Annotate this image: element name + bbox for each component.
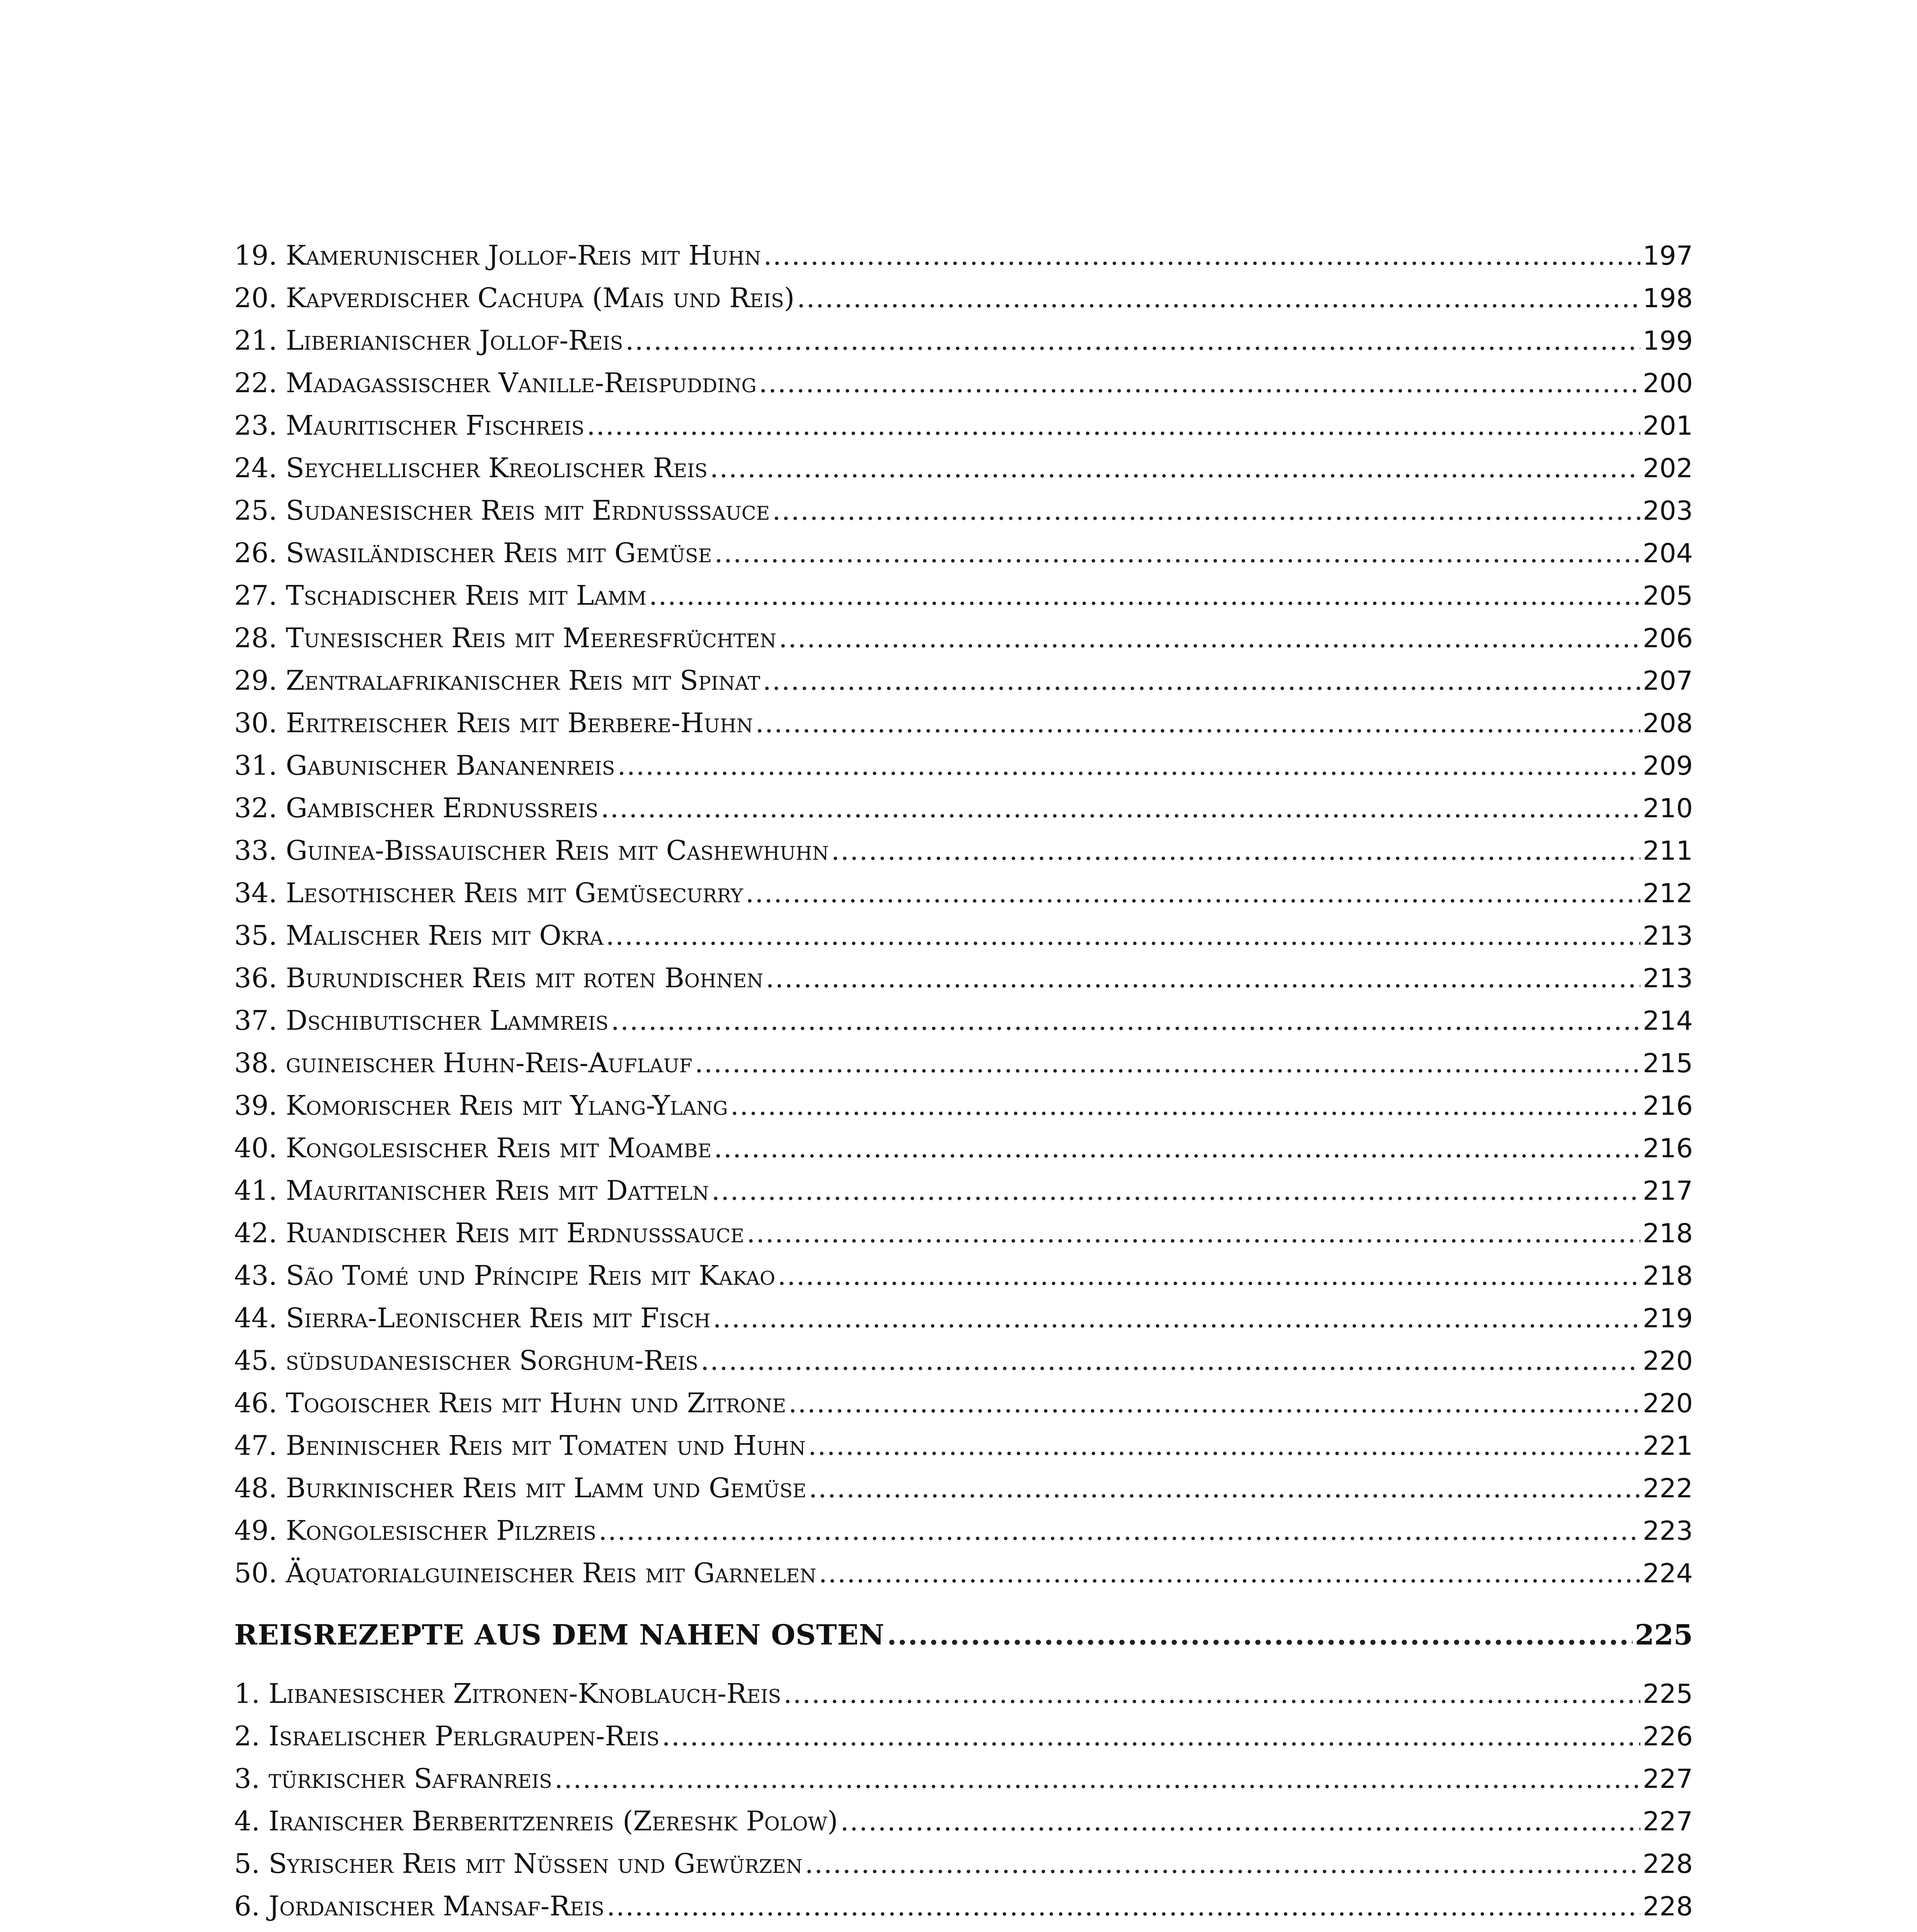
toc-entry[interactable] (234, 1885, 1693, 1927)
toc-entry-page: 228 (1643, 1849, 1693, 1879)
dot-leader (777, 1254, 1640, 1297)
toc-entry-title: 28. Tunesischer Reis mit Meeresfrüchten (234, 622, 777, 654)
dot-leader (607, 1885, 1640, 1927)
toc-entry[interactable] (234, 574, 1693, 617)
toc-entry[interactable] (234, 1339, 1693, 1382)
toc-entry-page: 208 (1643, 708, 1693, 739)
toc-entry[interactable] (234, 702, 1693, 744)
dot-leader (840, 1800, 1640, 1842)
toc-entry[interactable] (234, 1169, 1693, 1212)
toc-entry-title: 39. Komorischer Reis mit Ylang-Ylang (234, 1090, 728, 1121)
toc-entry[interactable] (234, 1424, 1693, 1467)
toc-entry-page: 197 (1643, 241, 1693, 271)
toc-entry-title: 36. Burundischer Reis mit roten Bohnen (234, 962, 764, 994)
toc-entry-title: 23. Mauritischer Fischreis (234, 410, 585, 441)
toc-entry[interactable] (234, 617, 1693, 659)
dot-leader (570, 1927, 1640, 1932)
toc-entry-title: 34. Lesothischer Reis mit Gemüsecurry (234, 877, 743, 909)
toc-entry-page: 218 (1643, 1261, 1693, 1291)
toc-entry-title: 5. Syrischer Reis mit Nüssen und Gewürzen (234, 1848, 803, 1879)
toc-entry-title: 24. Seychellischer Kreolischer Reis (234, 452, 708, 484)
toc-entry-page: 224 (1643, 1558, 1693, 1589)
section-page-number: 225 (1635, 1618, 1693, 1651)
toc-entry-page: 218 (1643, 1218, 1693, 1249)
toc-entry-page: 228 (1643, 1891, 1693, 1922)
toc-entry-title: 20. Kapverdischer Cachupa (Mais und Reis) (234, 282, 795, 314)
dot-leader (587, 404, 1640, 447)
dot-leader (759, 362, 1641, 404)
dot-leader (763, 659, 1641, 702)
toc-entry[interactable] (234, 1084, 1693, 1127)
toc-entry-page: 211 (1643, 836, 1693, 866)
toc-entry-title: 43. São Tomé und Príncipe Reis mit Kakao (234, 1260, 776, 1291)
toc-entry-page: 202 (1643, 453, 1693, 484)
toc-entry-page: 213 (1643, 921, 1693, 951)
toc-entry-page: 227 (1643, 1806, 1693, 1837)
toc-entry-title: 31. Gabunischer Bananenreis (234, 750, 615, 781)
toc-entry-page: 198 (1643, 283, 1693, 314)
toc-entry[interactable] (234, 1297, 1693, 1339)
dot-leader (701, 1339, 1640, 1382)
toc-entry-page: 210 (1643, 793, 1693, 824)
toc-entry-title: 2. Israelischer Perlgraupen-Reis (234, 1720, 660, 1752)
dot-leader (600, 787, 1640, 829)
toc-entry-title: 47. Beninischer Reis mit Tomaten und Huhn (234, 1430, 806, 1461)
dot-leader (695, 1042, 1640, 1084)
toc-entry[interactable] (234, 447, 1693, 489)
toc-entry[interactable] (234, 1127, 1693, 1169)
toc-entry-title: 19. Kamerunischer Jollof-Reis mit Huhn (234, 240, 761, 271)
toc-entry-page: 213 (1643, 963, 1693, 994)
dot-leader (831, 829, 1640, 872)
dot-leader (818, 1552, 1640, 1594)
toc-entry-page: 204 (1643, 538, 1693, 569)
toc-entry-title: 33. Guinea-Bissauischer Reis mit Cashewhuhn (234, 835, 829, 866)
toc-entry[interactable] (234, 999, 1693, 1042)
toc-entry-page: 214 (1643, 1006, 1693, 1036)
dot-leader (887, 1610, 1632, 1660)
dot-leader (779, 617, 1640, 659)
toc-entry[interactable] (234, 404, 1693, 447)
toc-entry-page: 203 (1643, 496, 1693, 526)
dot-leader (617, 744, 1640, 787)
toc-entry[interactable] (234, 1552, 1693, 1594)
toc-entry[interactable] (234, 234, 1693, 277)
toc-entry-page: 225 (1643, 1679, 1693, 1709)
toc-entry-title: 40. Kongolesischer Reis mit Moambe (234, 1132, 712, 1164)
toc-entry[interactable] (234, 362, 1693, 404)
toc-entry-title: 25. Sudanesischer Reis mit Erdnusssauce (234, 495, 770, 526)
toc-entry-title: 48. Burkinischer Reis mit Lamm und Gemüse (234, 1472, 806, 1504)
toc-entry-page: 207 (1643, 666, 1693, 696)
toc-entry-title: 46. Togoischer Reis mit Huhn und Zitrone (234, 1387, 786, 1419)
toc-entry-page: 212 (1643, 878, 1693, 909)
toc-entry-title: 50. Äquatorialguineischer Reis mit Garnelen (234, 1557, 816, 1589)
toc-entry[interactable] (234, 1927, 1693, 1932)
toc-entry[interactable] (234, 532, 1693, 574)
toc-entry-page: 219 (1643, 1303, 1693, 1334)
toc-entry[interactable] (234, 1042, 1693, 1084)
toc-entry-page: 216 (1643, 1133, 1693, 1164)
dot-leader (555, 1757, 1641, 1800)
toc-entry[interactable] (234, 744, 1693, 787)
toc-entry-page: 215 (1643, 1048, 1693, 1079)
toc-entry[interactable] (234, 872, 1693, 914)
toc-entry-title: 32. Gambischer Erdnussreis (234, 792, 599, 824)
toc-entry-title: 41. Mauritanischer Reis mit Datteln (234, 1175, 709, 1206)
toc-entry[interactable] (234, 277, 1693, 319)
toc-entry-page: 216 (1643, 1091, 1693, 1121)
toc-entry-page: 206 (1643, 623, 1693, 654)
toc-entry[interactable] (234, 1382, 1693, 1424)
dot-leader (662, 1715, 1641, 1757)
dot-leader (649, 574, 1640, 617)
dot-leader (711, 1169, 1640, 1212)
toc-entry-title: 22. Madagassischer Vanille-Reispudding (234, 367, 757, 399)
toc-entry-title: 1. Libanesischer Zitronen-Knoblauch-Reis (234, 1678, 781, 1709)
toc-entry-page (1640, 1928, 1693, 1932)
toc-entry-title: 27. Tschadischer Reis mit Lamm (234, 580, 647, 611)
toc-entry[interactable] (234, 319, 1693, 362)
dot-leader (611, 999, 1641, 1042)
toc-entry-page: 226 (1643, 1721, 1693, 1752)
toc-entry[interactable] (234, 1757, 1693, 1800)
toc-entry-page: 217 (1643, 1176, 1693, 1206)
toc-entry-title: 42. Ruandischer Reis mit Erdnusssauce (234, 1217, 745, 1249)
toc-entry[interactable] (234, 957, 1693, 999)
dot-leader (809, 1467, 1640, 1509)
toc-entry-title: 6. Jordanischer Mansaf-Reis (234, 1890, 604, 1922)
toc-entry-page: 209 (1643, 751, 1693, 781)
toc-section-heading[interactable] (234, 1610, 1693, 1660)
toc-entry-title: 30. Eritreischer Reis mit Berbere-Huhn (234, 707, 753, 739)
toc-entry[interactable] (234, 787, 1693, 829)
toc-entry-page: 227 (1643, 1764, 1693, 1794)
toc-entry[interactable] (234, 659, 1693, 702)
toc-entry-page: 201 (1643, 411, 1693, 441)
toc-list-african (234, 234, 1693, 1594)
dot-leader (745, 872, 1640, 914)
toc-entry-title: 26. Swasiländischer Reis mit Gemüse (234, 537, 712, 569)
dot-leader (808, 1424, 1640, 1467)
toc-entry[interactable] (234, 1254, 1693, 1297)
dot-leader (747, 1212, 1640, 1254)
dot-leader (783, 1672, 1640, 1715)
toc-entry[interactable] (234, 489, 1693, 532)
dot-leader (765, 957, 1640, 999)
toc-entry[interactable] (234, 1715, 1693, 1757)
dot-leader (710, 447, 1640, 489)
toc-entry[interactable] (234, 1672, 1693, 1715)
dot-leader (805, 1842, 1640, 1885)
toc-entry-title: 44. Sierra-Leonischer Reis mit Fisch (234, 1302, 711, 1334)
toc-entry-page: 199 (1643, 326, 1693, 356)
dot-leader (730, 1084, 1640, 1127)
toc-entry-title: 38. guineischer Huhn-Reis-Auflauf (234, 1047, 692, 1079)
dot-leader (788, 1382, 1640, 1424)
toc-entry-page: 223 (1643, 1516, 1693, 1546)
dot-leader (599, 1509, 1640, 1552)
dot-leader (714, 532, 1641, 574)
dot-leader (625, 319, 1640, 362)
section-title: REISREZEPTE AUS DEM NAHEN OSTEN (234, 1618, 885, 1651)
toc-entry-title: 35. Malischer Reis mit Okra (234, 920, 604, 951)
toc-entry-title: 3. türkischer Safranreis (234, 1763, 552, 1794)
dot-leader (772, 489, 1640, 532)
toc-entry-title (234, 1927, 570, 1932)
toc-entry[interactable] (234, 829, 1693, 872)
toc-entry[interactable] (234, 1467, 1693, 1509)
dot-leader (755, 702, 1641, 744)
toc-entry[interactable] (234, 1800, 1693, 1842)
toc-list-middle-east (234, 1672, 1693, 1932)
toc-entry-title: 49. Kongolesischer Pilzreis (234, 1515, 596, 1546)
dot-leader (764, 234, 1641, 277)
dot-leader (714, 1127, 1640, 1169)
toc-entry-page: 205 (1643, 581, 1693, 611)
table-of-contents (234, 234, 1693, 1932)
toc-entry-page: 220 (1643, 1388, 1693, 1419)
toc-entry-title: 37. Dschibutischer Lammreis (234, 1005, 609, 1036)
dot-leader (713, 1297, 1641, 1339)
toc-entry-page: 222 (1643, 1473, 1693, 1504)
toc-entry[interactable] (234, 1842, 1693, 1885)
toc-entry-title: 45. südsudanesischer Sorghum-Reis (234, 1345, 698, 1376)
toc-entry[interactable] (234, 1509, 1693, 1552)
toc-entry-page: 200 (1643, 368, 1693, 399)
toc-entry-title: 29. Zentralafrikanischer Reis mit Spinat (234, 665, 760, 696)
toc-entry-page: 220 (1643, 1346, 1693, 1376)
dot-leader (606, 914, 1641, 957)
toc-entry-title: 4. Iranischer Berberitzenreis (Zereshk Polow) (234, 1805, 838, 1837)
dot-leader (797, 277, 1640, 319)
toc-entry-page: 221 (1643, 1431, 1693, 1461)
toc-entry-title: 21. Liberianischer Jollof-Reis (234, 325, 623, 356)
toc-entry[interactable] (234, 914, 1693, 957)
toc-entry[interactable] (234, 1212, 1693, 1254)
